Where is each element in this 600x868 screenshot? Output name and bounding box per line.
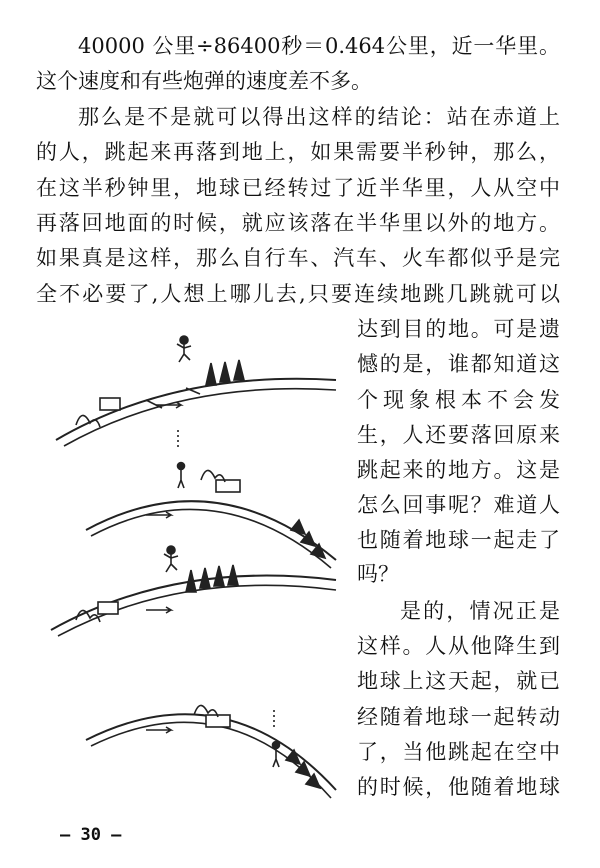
- page-number: — 30 —: [60, 825, 122, 845]
- person-standing-icon: [273, 742, 280, 768]
- text-line: 达到目的地。可是遗: [357, 317, 560, 341]
- text-line: 那么是不是就可以得出这样的结论：站在赤道上: [78, 105, 560, 129]
- text-line: 经随着地球一起转动: [357, 705, 560, 729]
- text-line: 也随着地球一起走了: [357, 528, 560, 552]
- panel-4: [86, 705, 336, 798]
- text-line: 怎么回事呢？难道人: [357, 493, 560, 517]
- text-line: 这个速度和有些炮弹的速度差不多。: [36, 69, 372, 93]
- earth-rotation-illustration: [36, 330, 346, 820]
- house-icon: [100, 398, 120, 410]
- house-icon: [216, 480, 240, 492]
- text-line: 了，当他跳起在空中: [357, 740, 560, 764]
- panel-2: [86, 430, 336, 568]
- person-jumping-icon: [164, 546, 178, 572]
- person-standing-icon: [178, 463, 185, 489]
- panel-3: [51, 546, 336, 636]
- text-line: 吗？: [357, 562, 399, 586]
- text-line: 的人，跳起来再落到地上，如果需要半秒钟，那么，: [36, 140, 560, 164]
- panel-1: [56, 336, 336, 446]
- house-icon: [98, 602, 118, 614]
- text-line: 全不必要了,人想上哪儿去,只要连续地跳几跳就可以: [36, 282, 560, 306]
- text-line: 在这半秒钟里，地球已经转过了近半华里，人从空中: [36, 176, 560, 200]
- text-line: 如果真是这样，那么自行车、汽车、火车都似乎是完: [36, 246, 560, 270]
- text-line: 个现象根本不会发: [357, 388, 560, 412]
- text-line: 生，人还要落回原来: [357, 423, 560, 447]
- tree-icons: [291, 520, 325, 558]
- text-line: 憾的是，谁都知道这: [357, 352, 560, 376]
- text-line: 是的，情况正是: [400, 599, 560, 623]
- text-line: 40000 公里÷86400秒＝0.464公里，近一华里。: [78, 34, 560, 58]
- text-line: 再落回地面的时候，就应该落在半华里以外的地方。: [36, 211, 560, 235]
- person-jumping-icon: [177, 336, 191, 362]
- text-line: 跳起来的地方。这是: [357, 458, 560, 482]
- text-line: 的时候，他随着地球: [357, 775, 560, 799]
- text-line: 地球上这天起，就已: [357, 669, 560, 693]
- text-line: 这样。人从他降生到: [357, 634, 560, 658]
